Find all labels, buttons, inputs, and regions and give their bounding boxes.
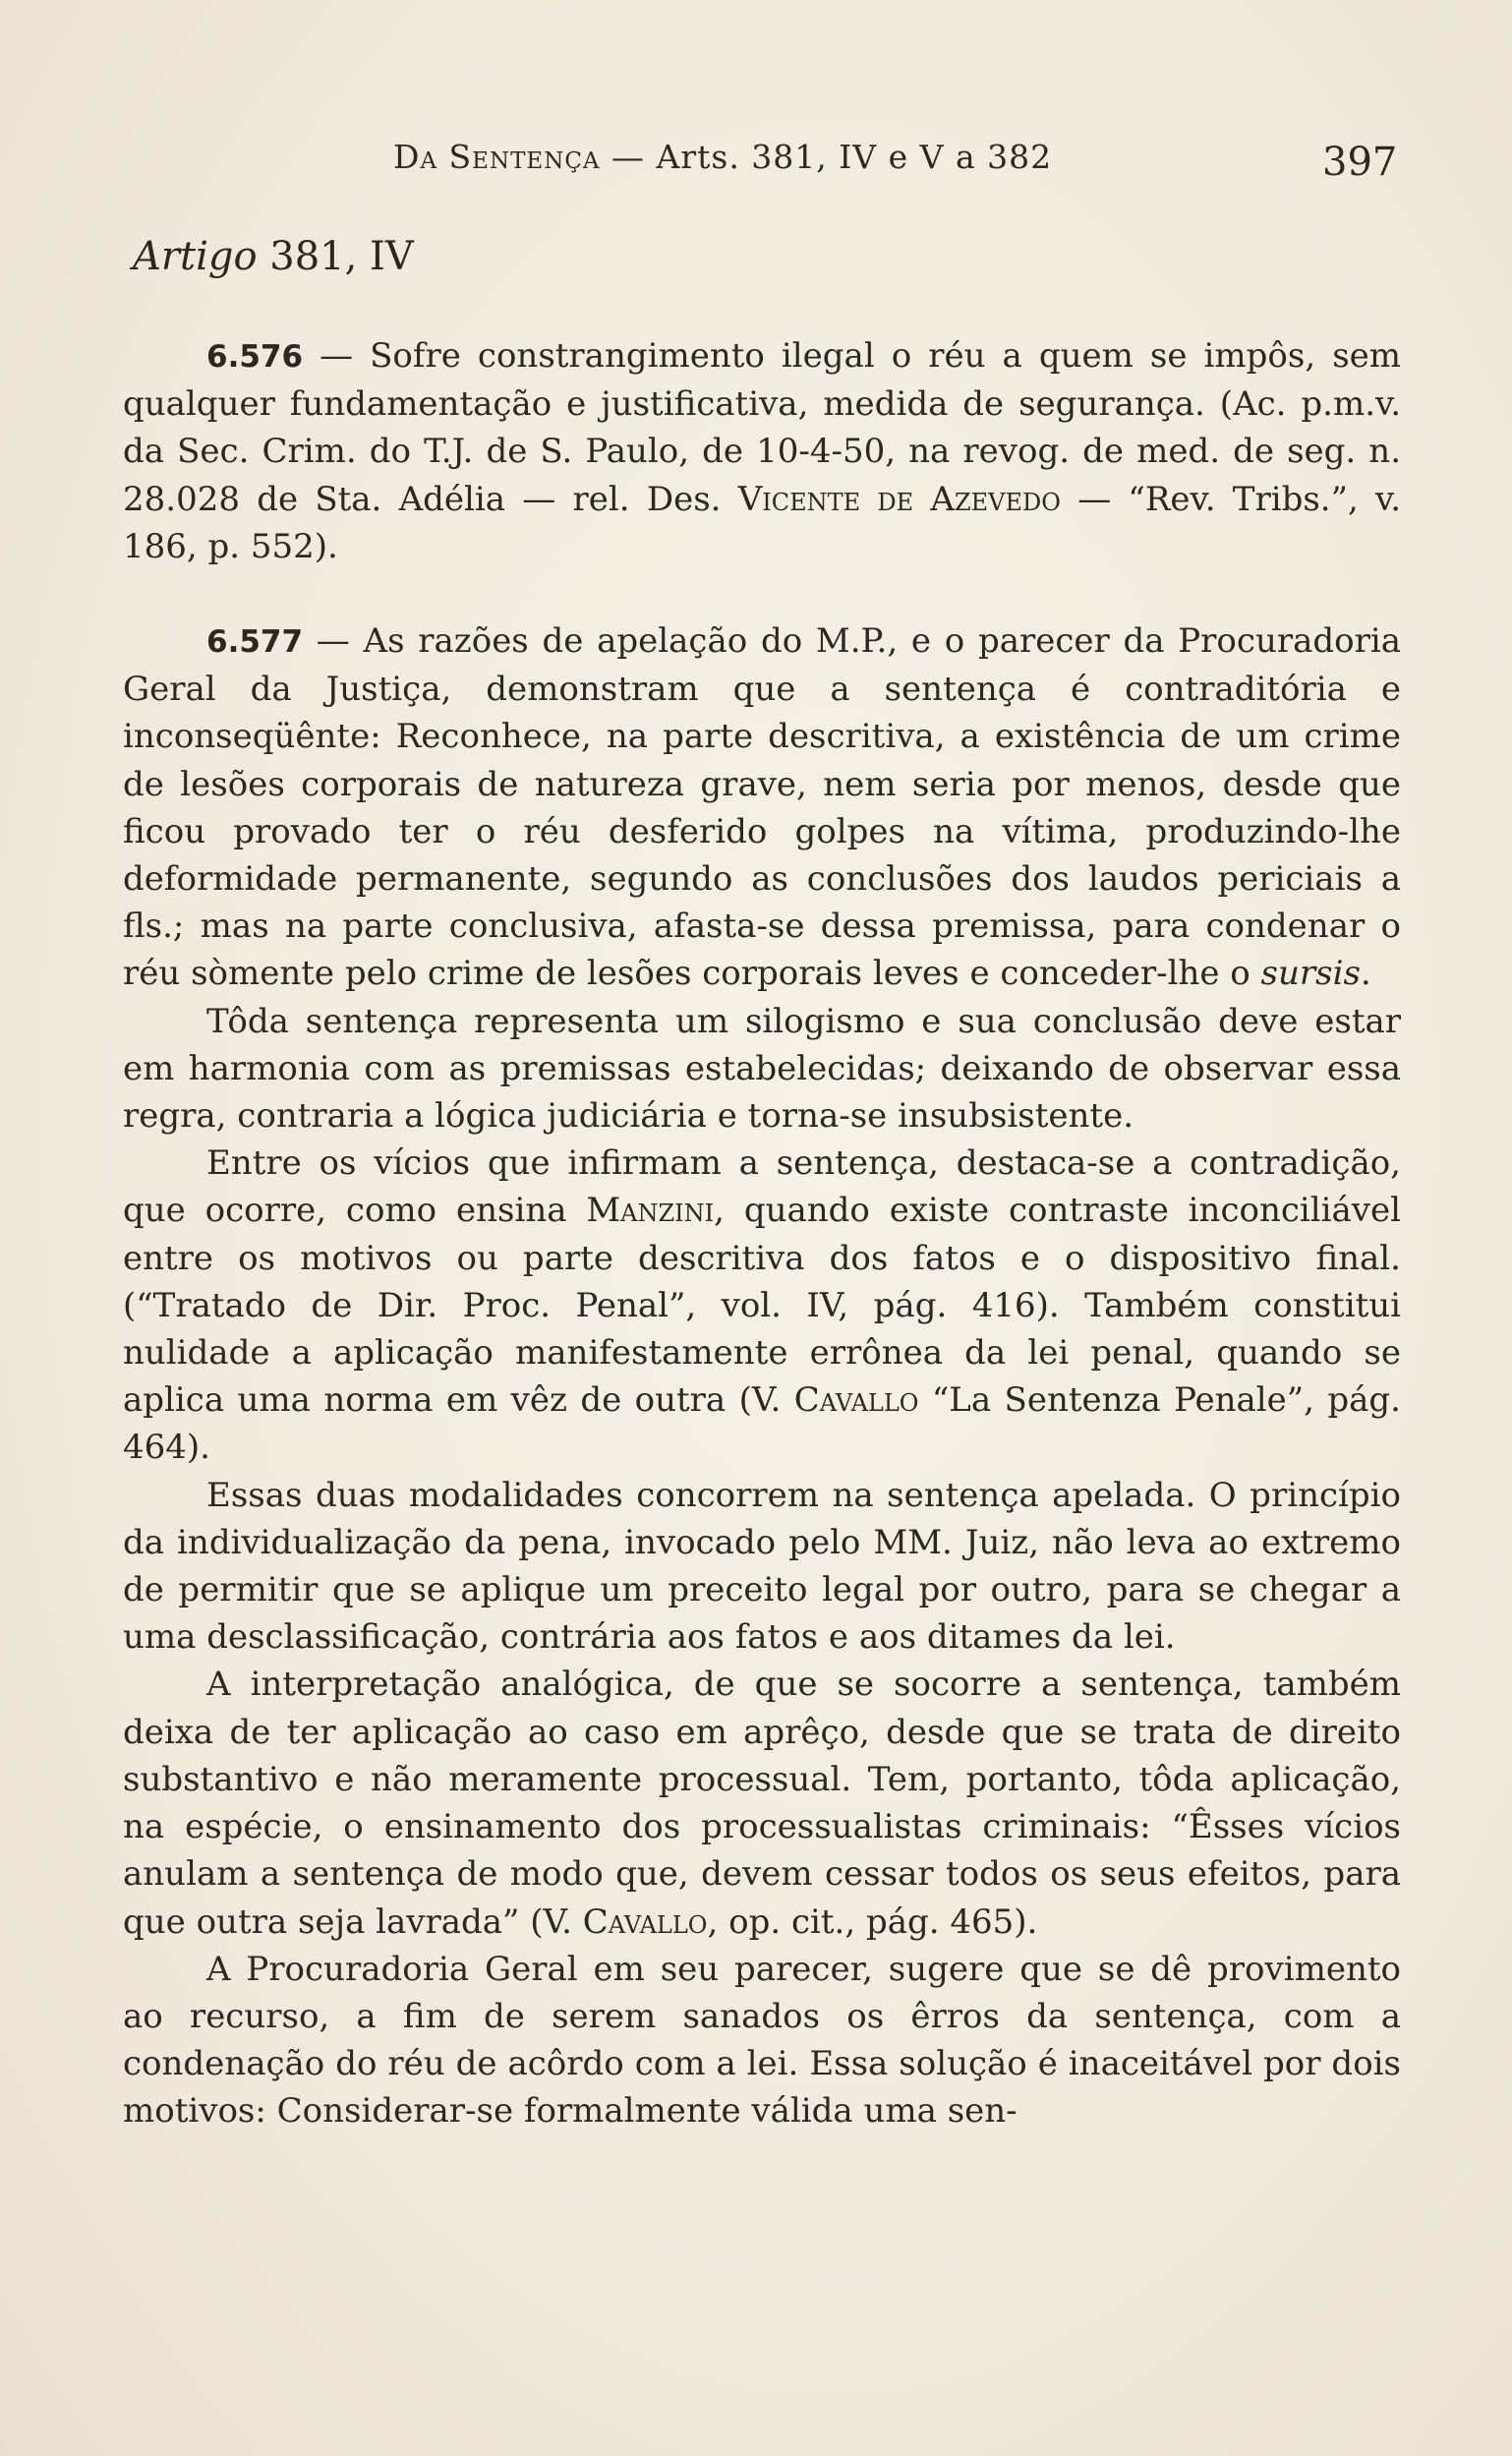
entry-number: 6.576: [206, 339, 304, 375]
cited-author: Manzini: [586, 1191, 715, 1231]
running-head: [393, 138, 1052, 176]
running-head-articles: — Arts. 381, IV e V a 382: [600, 138, 1053, 176]
paragraph-text: “La Sentenza Penale”, pág. 464).: [123, 1380, 1401, 1468]
page-number: 397: [1322, 140, 1398, 185]
entry-6576: [123, 332, 1401, 570]
entry-citation: — “Rev. Tribs.”, v. 186, p. 552).: [123, 479, 1401, 566]
paragraph: Tôda sentença representa um silogismo e sua conclusão deve estar em harmonia com as premissas estabelecidas; deixando de observar essa regra, contraria a lógica judiciária e torna-se insubsistente.: [123, 1001, 1401, 1137]
paragraph: A Procuradoria Geral em seu parecer, sugere que se dê provimento ao recurso, a fim de serem sanados os êrros da sentença, com a condenação do réu de acôrdo com a lei. Essa solução é inaceitável por dois motivos: Considerar-se formalmente válida uma sen-: [123, 1949, 1401, 2132]
article-heading-label: Artigo: [133, 234, 258, 279]
entry-text: — Sofre constrangimento ilegal o réu a quem se impôs, sem qualquer fundamentação e justificativa, medida de segurança. (Ac. p.m.v. da Sec. Crim. do T.J. de S. Paulo, de 10-4-50, na revog. de med. de seg. n. 28.028 de Sta. Adélia — rel. Des.: [123, 336, 1401, 519]
paragraph-text: , quando existe contraste inconciliável entre os motivos ou parte descritiva dos fatos e o dispositivo final. (“Tratado de Dir. Proc. Penal”, vol. IV, pág. 416). Também constitui nulidade a aplicação manifestamente errônea da lei penal, quando se aplica uma norma em vêz de outra (V.: [123, 1191, 1401, 1421]
paragraph-text: , op. cit., pág. 465).: [707, 1901, 1038, 1942]
running-head-section: Da Sentença: [393, 138, 601, 176]
article-heading-number: 381, IV: [257, 234, 414, 279]
cited-author: Cavallo: [582, 1901, 708, 1942]
article-heading: [133, 234, 414, 279]
entry-text: — As razões de apelação do M.P., e o parecer da Procuradoria Geral da Justiça, demonstram que a sentença é contraditória e inconseqüênte: Reconhece, na parte descritiva, a existência de um crime de lesões corporais de natureza grave, nem seria por menos, desde que ficou provado ter o réu desferido golpes na vítima, produzindo-lhe deformidade permanente, segundo as conclusões dos laudos periciais a fls.; mas na parte conclusiva, afasta-se dessa premissa, para condenar o réu sòmente pelo crime de lesões corporais leves e conceder-lhe o: [123, 621, 1401, 994]
paragraph: [123, 1140, 1401, 1471]
cited-author: Cavallo: [793, 1380, 919, 1421]
paragraph-text: A interpretação analógica, de que se socorre a sentença, também deixa de ter aplicação ao caso em aprêço, desde que se trata de direito substantivo e não meramente processual. Tem, portanto, tôda aplicação, na espécie, o ensinamento dos processualistas criminais: “Êsses vícios anulam a sentença de modo que, devem cessar todos os seus efeitos, para que outra seja lavrada” (V.: [123, 1665, 1401, 1942]
entry-text-end: .: [1360, 954, 1371, 994]
paragraph: Essas duas modalidades concorrem na sentença apelada. O princípio da individualização da pena, invocado pelo MM. Juiz, não leva ao extremo de permitir que se aplique um preceito legal por outro, para se chegar a uma desclassificação, contrária aos fatos e aos ditames da lei.: [123, 1475, 1401, 1658]
paragraph: [123, 1661, 1401, 1945]
paragraph-text: Entre os vícios que infirmam a sentença, destaca-se a contradição, que ocorre, como ensina: [123, 1143, 1401, 1231]
entry-6577: [123, 617, 1401, 998]
italic-term: sursis: [1260, 954, 1361, 994]
entry-number: 6.577: [206, 624, 304, 661]
cited-author: Vicente de Azevedo: [737, 479, 1061, 519]
body-text: [123, 332, 1401, 2135]
